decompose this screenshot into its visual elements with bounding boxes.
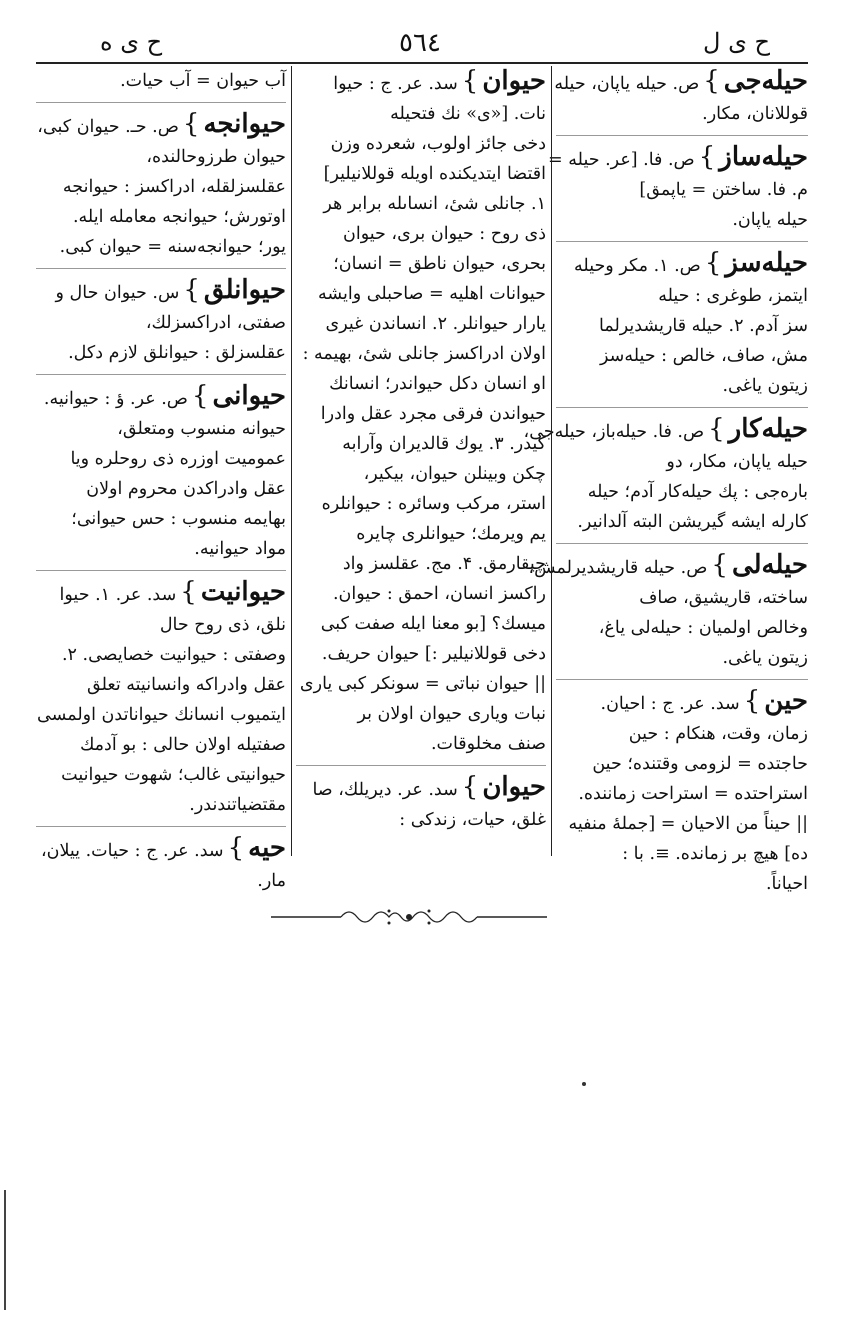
definition-text: حیله یاپان.	[732, 210, 808, 230]
definition-text: ذی روح : حیوان بری، حیوان	[343, 224, 546, 244]
definition-text: ۱. جانلی شیٔ، انساںله برابر هر	[323, 194, 546, 214]
definition-line	[296, 159, 546, 189]
definition-text: عقل وادراکه وانسانیته تعلق	[86, 675, 286, 695]
definition-line	[556, 643, 808, 673]
definition-text: بهایمه منسوب : حس حیوانی؛	[71, 509, 286, 529]
brace-glyph: }	[227, 833, 245, 863]
definition-line	[296, 609, 546, 639]
definition-text: کیدر. ۳. یوك قالدیران وآرابه	[342, 434, 546, 454]
definition-line	[36, 308, 286, 338]
definition-line	[556, 719, 808, 749]
brace-glyph: }	[183, 275, 200, 305]
definition-line	[296, 699, 546, 729]
margin-pen-stroke	[4, 1190, 6, 1310]
definition-line	[296, 429, 546, 459]
definition-line	[36, 414, 286, 444]
definition-line	[36, 700, 286, 730]
definition-text: چکن وبینلن حیوان، بیکیر،	[363, 464, 546, 484]
definition-text: میسك؟ [بو معنا ایله صفت کبی	[320, 614, 546, 634]
definition-line	[36, 534, 286, 564]
definition-text: اولان ادراکسز جانلی شیٔ، بهیمه :	[302, 344, 546, 364]
dictionary-entry	[296, 765, 546, 835]
header-rule	[36, 62, 808, 64]
definition-line	[36, 444, 286, 474]
definition-text: ساخته، قاریشیق، صاف	[639, 588, 808, 608]
definition-text: ص. عر. ؤ : حیوانیه.	[43, 389, 188, 409]
brace-glyph: }	[191, 381, 209, 411]
headword: حین	[764, 686, 808, 716]
definition-line	[556, 281, 808, 311]
definition-line	[556, 248, 808, 281]
definition-text: احیاناً.	[765, 874, 808, 894]
definition-line	[36, 790, 286, 820]
dictionary-entry	[36, 66, 286, 96]
definition-line	[296, 129, 546, 159]
definition-line	[36, 338, 286, 368]
definition-line	[556, 613, 808, 643]
definition-text: قوللانان، مکار.	[702, 104, 808, 124]
headword: حیوانیت	[200, 577, 286, 607]
column-right	[523, 66, 808, 894]
definition-line	[296, 669, 546, 699]
definition-text: عمومیت اوزره ذی روحلره ویا	[70, 449, 286, 469]
definition-text: یم ویرمك؛ حیوانلری چایره	[356, 524, 546, 544]
definition-text: ص. حیله یاپان، حیله	[554, 74, 700, 94]
brace-glyph: }	[704, 248, 722, 278]
header-left-letters: ح ى ه	[100, 28, 163, 56]
dictionary-entry	[556, 241, 808, 401]
definition-text: وخالص اولمیان : حیله‌لی یاغ،	[598, 618, 808, 638]
dictionary-columns	[36, 66, 808, 894]
definition-text: زیتون یاغی.	[722, 648, 808, 668]
headword: حیه	[248, 833, 286, 863]
brace-glyph: }	[743, 686, 761, 716]
column-divider	[291, 66, 292, 856]
definition-text: استر، مرکب وسائره : حیوانلره	[321, 494, 546, 514]
definition-line	[556, 66, 808, 99]
headword: حیوانی	[212, 381, 286, 411]
definition-text: مار.	[257, 871, 286, 891]
definition-text: ایتمز، طوغری : حیله‌	[658, 286, 808, 306]
definition-text: ص. فا. حیله‌باز، حیله‌جی،	[523, 422, 705, 442]
definition-text: اقتضا ایتدیکنده اویله قوللانیلیر]	[323, 164, 546, 184]
definition-text: صفتیله اولان حالی : بو آدمك	[79, 735, 286, 755]
page-header	[40, 22, 800, 62]
definition-text: استراحتده = استراحت زماننده.	[578, 784, 808, 804]
definition-text: || حیناً من الاحیان = [جملهٔ منفیه‌	[568, 814, 808, 834]
headword: حیله‌جی	[723, 66, 808, 96]
definition-text: دخی جائز اولوب، شعرده وزن	[330, 134, 546, 154]
dictionary-entry	[556, 679, 808, 899]
definition-line	[36, 577, 286, 610]
definition-text: نلق، ذی روح حال	[159, 615, 286, 635]
column-middle	[296, 66, 546, 866]
definition-line	[556, 809, 808, 839]
definition-text: باره‌جی : پك حیله‌کار آدم؛ حیله‌	[587, 482, 808, 502]
definition-line	[556, 477, 808, 507]
definition-text: عقلسزلقله، ادراکسز : حیوانجه	[62, 177, 286, 197]
definition-text: س. حیوان حال و	[55, 283, 180, 303]
definition-text: بحری، حیوان ناطق = انسان؛	[333, 254, 546, 274]
definition-line	[556, 507, 808, 537]
definition-line	[296, 219, 546, 249]
page-number: ٥٦٤	[399, 28, 441, 58]
definition-line	[556, 341, 808, 371]
definition-text: حیوان طرزوحالنده،	[146, 147, 286, 167]
definition-line	[36, 670, 286, 700]
definition-text: کارله ایشه گیریشن البته آلدانیر.	[577, 512, 808, 532]
dictionary-entry	[528, 543, 808, 673]
definition-line	[296, 729, 546, 759]
definition-text: حیوانه منسوب ومتعلق،	[117, 419, 286, 439]
definition-text: نات. [«ی» نك فتحیله	[390, 104, 546, 124]
definition-line	[36, 232, 286, 262]
headword: حیوان	[482, 772, 546, 802]
definition-line	[36, 833, 286, 866]
definition-text: || حیوان نباتی = سونکر کبی یاری	[299, 674, 546, 694]
dictionary-entry	[556, 66, 808, 129]
headword: حیله‌سز	[725, 248, 808, 278]
definition-text: چیقارمق. ۴. مج. عقلسز واد‌	[342, 554, 546, 574]
definition-text: مش، صاف، خالص : حیله‌سز	[600, 346, 808, 366]
dictionary-entry	[36, 570, 286, 820]
definition-text: حیواندن فرقی مجرد عقل وادرا‌	[320, 404, 546, 424]
definition-line	[296, 639, 546, 669]
definition-line	[36, 66, 286, 96]
definition-line	[296, 805, 546, 835]
ornament-divider	[271, 902, 547, 932]
definition-line	[296, 309, 546, 339]
header-right-letters: ح ى ل	[703, 28, 770, 56]
definition-text: آب حیوان = آب حیات.	[120, 71, 286, 91]
dictionary-entry	[36, 102, 286, 262]
definition-line	[36, 474, 286, 504]
definition-text: اوتورش؛ حیوانجه معامله ایله.	[72, 207, 286, 227]
definition-text: صفتی، ادراکسزلك،	[145, 313, 286, 333]
definition-line	[296, 549, 546, 579]
headword: حیله‌لی	[731, 550, 808, 580]
definition-text: راکسز انسان، احمق : حیوان.	[332, 584, 546, 604]
definition-text: یور؛ حیوانجه‌سنه = حیوان کبی.	[59, 237, 286, 257]
definition-text: غلق، حیات، زندکی :	[399, 810, 546, 830]
definition-line	[296, 579, 546, 609]
definition-line	[296, 249, 546, 279]
definition-line	[556, 749, 808, 779]
column-left	[36, 66, 286, 891]
definition-line	[556, 175, 808, 205]
dictionary-entry	[36, 268, 286, 368]
headword: حیوانجه	[203, 109, 286, 139]
definition-line	[556, 99, 808, 129]
definition-line	[36, 610, 286, 640]
definition-text: سز آدم. ۲. حیله قاریشدیرلما‌	[599, 316, 808, 336]
brace-glyph: }	[708, 414, 725, 444]
definition-line	[296, 66, 546, 99]
definition-line	[296, 519, 546, 549]
definition-line	[36, 730, 286, 760]
definition-text: زمان، وقت، هنکام : حین	[628, 724, 808, 744]
headword: حیله‌ساز	[719, 142, 808, 172]
definition-text: زیتون یاغی.	[722, 376, 808, 396]
definition-line	[296, 339, 546, 369]
definition-line	[36, 504, 286, 534]
definition-text: او انسان دکل حیواندر؛ انسانك	[329, 374, 546, 394]
definition-text: ص. حـ. حیوان کبی،	[37, 117, 179, 137]
definition-line	[296, 772, 546, 805]
definition-text: وصفتی : حیوانیت خصایصی. ۲.	[61, 645, 286, 665]
definition-text: عقل وادراکدن محروم اولان	[86, 479, 286, 499]
dictionary-entry	[36, 826, 286, 896]
definition-line	[556, 583, 808, 613]
definition-line	[296, 279, 546, 309]
definition-line	[556, 839, 808, 869]
dictionary-entry	[36, 374, 286, 564]
definition-line	[296, 459, 546, 489]
definition-line	[36, 760, 286, 790]
definition-text: صنف مخلوقات.	[430, 734, 546, 754]
definition-text: سد. عر. ج : حیات. ییلان،	[40, 841, 224, 861]
brace-glyph: }	[461, 772, 479, 802]
definition-line	[556, 447, 808, 477]
definition-text: م. فا. ساختن = یاپمق]	[639, 180, 808, 200]
definition-text: سد. عر. ۱. حیوا‌	[59, 585, 177, 605]
dictionary-entry	[296, 66, 546, 759]
definition-text: سد. عر. ج : احیان.	[600, 694, 740, 714]
column-divider	[551, 66, 552, 856]
definition-text: حاجتده = لزومی وقتنده؛ حین	[592, 754, 808, 774]
headword: حیوان	[482, 66, 546, 96]
definition-line	[36, 142, 286, 172]
definition-text: حیله یاپان، مکار، دو‌	[666, 452, 808, 472]
definition-line	[528, 550, 808, 583]
definition-line	[556, 869, 808, 899]
definition-text: عقلسزلق : حیوانلق لازم دکل.	[68, 343, 286, 363]
definition-line	[556, 686, 808, 719]
definition-text: حیوانیتی غالب؛ شهوت حیوانیت	[61, 765, 286, 785]
brace-glyph: }	[703, 66, 720, 96]
definition-text: ده] هیچ بر زمانده. ≡. با :	[622, 844, 808, 864]
definition-text: ایتمیوب انسانك حیواناتدن اولمسی	[37, 705, 286, 725]
brace-glyph: }	[698, 142, 716, 172]
definition-text: ص. ۱. مکر وحیله	[574, 256, 701, 276]
definition-line	[556, 311, 808, 341]
definition-line	[36, 381, 286, 414]
definition-line	[556, 371, 808, 401]
definition-line	[296, 399, 546, 429]
definition-text: نبات ویاری حیوان اولان بر	[357, 704, 546, 724]
headword: حیله‌کار	[728, 414, 808, 444]
definition-line	[556, 779, 808, 809]
brace-glyph: }	[711, 550, 728, 580]
headword: حیوانلق	[203, 275, 286, 305]
definition-text: مقتضیاتندندر.	[189, 795, 286, 815]
dictionary-entry	[523, 407, 808, 537]
definition-line	[296, 99, 546, 129]
definition-text: یارار حیوانلر. ۲. انساندن غیری	[325, 314, 546, 334]
definition-text: ص. فا. [عر. حیله =	[548, 150, 695, 170]
definition-text: حیوانات اهلیه = صاحبلی وایشه	[318, 284, 546, 304]
definition-text: سد. عر. ج : حیوا‌	[333, 74, 458, 94]
definition-line	[36, 275, 286, 308]
brace-glyph: }	[180, 577, 197, 607]
definition-text: دخی قوللانیلیر :] حیوان حریف.	[321, 644, 546, 664]
definition-line	[36, 202, 286, 232]
definition-line	[36, 172, 286, 202]
definition-line	[548, 142, 808, 175]
brace-glyph: }	[182, 109, 200, 139]
definition-text: ص. حیله قاریشدیرلمش،	[528, 558, 708, 578]
ink-speck	[582, 1082, 586, 1086]
definition-line	[296, 369, 546, 399]
definition-text: مواد حیوانیه.	[194, 539, 286, 559]
definition-line	[36, 109, 286, 142]
brace-glyph: }	[461, 66, 479, 96]
definition-line	[556, 205, 808, 235]
definition-line	[296, 189, 546, 219]
definition-line	[36, 866, 286, 896]
definition-text: سد. عر. دیریلك، صا‌	[312, 780, 458, 800]
definition-line	[523, 414, 808, 447]
definition-line	[296, 489, 546, 519]
dictionary-entry	[548, 135, 808, 235]
definition-line	[36, 640, 286, 670]
